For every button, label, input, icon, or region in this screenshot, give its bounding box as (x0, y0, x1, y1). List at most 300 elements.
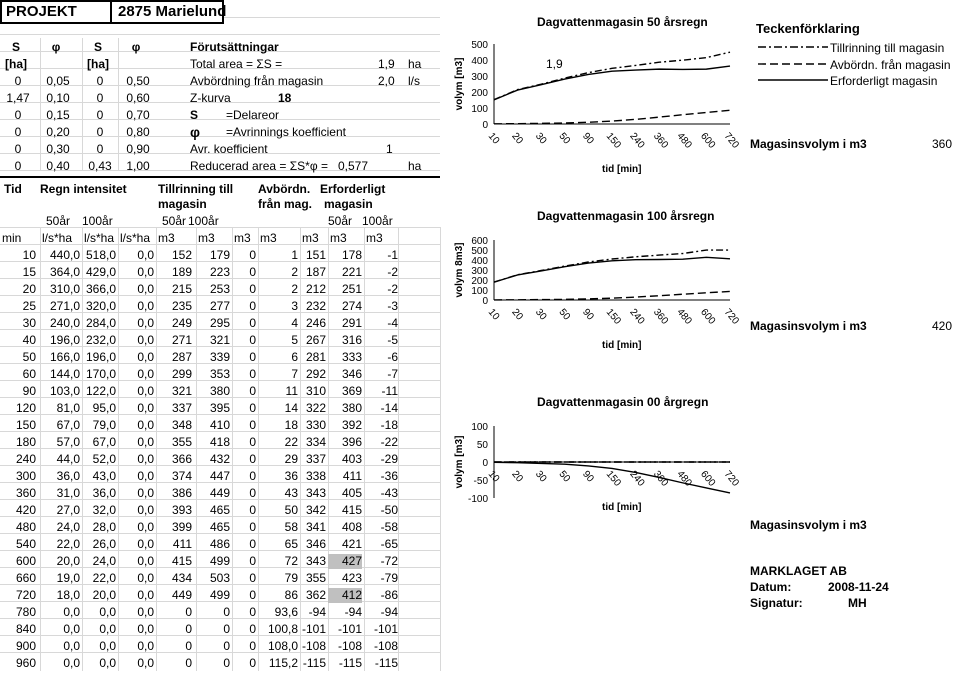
phi-symbol: φ (190, 124, 201, 140)
coef-cell: 0,05 (46, 74, 70, 88)
coef-cell: 0,30 (46, 142, 70, 156)
table-cell: -7 (387, 367, 398, 381)
main-table (0, 176, 440, 673)
table-cell: 0 (249, 469, 256, 483)
table-cell: 0 (249, 333, 256, 347)
table-cell: 0 (249, 265, 256, 279)
table-cell: 465 (209, 520, 230, 534)
grid-line-h (0, 34, 440, 35)
table-cell: 223 (209, 265, 230, 279)
table-cell: 300 (15, 469, 36, 483)
table-cell: 22,0 (56, 537, 80, 551)
coef-cell: 0 (14, 108, 22, 122)
table-cell: 57,0 (56, 435, 80, 449)
signature-value: MH (848, 596, 867, 610)
chart-title: Dagvattenmagasin 50 årsregn (537, 15, 708, 29)
table-cell: 65 (284, 537, 298, 551)
sub-erf-100: 100år (362, 214, 393, 228)
y-tick-label: 0 (482, 458, 488, 469)
table-cell: 0,0 (137, 435, 154, 449)
table-cell: 240 (15, 452, 36, 466)
table-cell: 395 (209, 401, 230, 415)
x-tick-label: 90 (580, 468, 596, 485)
coef-cell: 0,60 (126, 91, 150, 105)
chart-title: Dagvattenmagasin 100 årsregn (537, 209, 715, 223)
phi-description: =Avrinnings koefficient (226, 125, 346, 139)
table-cell: 396 (341, 435, 362, 449)
table-cell: 0 (249, 554, 256, 568)
table-cell: 366,0 (85, 282, 116, 296)
table-cell: 287 (171, 350, 192, 364)
table-cell: 374 (171, 469, 192, 483)
conditions-block: Förutsättningar Total area = ΣS = 1,9 ha Avbördning från magasin l/s Z-kurva 18 S =Delareor φ =Avrinnings koefficient Avr. koefficient 1 Reducerad area = ΣS*φ = 0,577 ha (190, 40, 563, 173)
table-cell: 343 (305, 554, 326, 568)
table-cell: 408 (341, 520, 362, 534)
x-tick-label: 30 (532, 468, 549, 485)
y-axis-label: volym [m3] (454, 435, 465, 489)
y-tick-label: 0 (482, 120, 488, 131)
table-cell: 392 (341, 418, 362, 432)
table-cell: 411 (172, 537, 192, 551)
project-label: PROJEKT (6, 3, 77, 20)
outflow-label: Avbördning från magasin (190, 74, 324, 88)
table-cell: 0 (185, 605, 192, 619)
table-cell: 0 (249, 486, 256, 500)
table-cell: 0 (249, 401, 256, 415)
table-cell: 0,0 (137, 333, 154, 347)
table-cell: 52,0 (92, 452, 116, 466)
coef-cell: 0 (14, 125, 22, 139)
table-cell: 348 (171, 418, 192, 432)
table-cell: 900 (15, 639, 36, 653)
table-cell: 81,0 (56, 401, 80, 415)
coef-cell: 0 (96, 125, 104, 139)
table-cell: -3 (387, 299, 398, 313)
x-tick-label: 50 (556, 306, 573, 323)
coef-cell: 0,50 (126, 74, 150, 88)
table-cell: 31,0 (56, 486, 80, 500)
legend-item-outflow: Avbördn. från magasin (830, 58, 951, 72)
col-header-s1: S (11, 40, 20, 54)
chart-title: Dagvattenmagasin 00 årgregn (537, 395, 709, 409)
table-cell: 295 (209, 316, 230, 330)
table-cell: 0,0 (137, 350, 154, 364)
x-tick-label: 720 (721, 468, 741, 489)
table-cell: 15 (22, 265, 36, 279)
table-cell: 338 (305, 469, 326, 483)
x-tick-label: 30 (532, 306, 549, 323)
unit-cell: l/s*ha (120, 231, 151, 245)
volume-label-50: Magasinsvolym i m3 (750, 137, 867, 151)
table-cell: -18 (380, 418, 398, 432)
table-cell: 346 (305, 537, 326, 551)
y-tick-label: 0 (482, 296, 488, 307)
conditions-title: Förutsättningar (190, 40, 279, 54)
table-cell: 18 (284, 418, 298, 432)
unit-cell: m3 (234, 231, 251, 245)
x-tick-label: 10 (485, 306, 502, 323)
volume-label-0: Magasinsvolym i m3 (750, 518, 867, 532)
table-cell: -101 (337, 622, 362, 636)
y-tick-label: 500 (471, 40, 488, 51)
table-cell: 14 (284, 401, 298, 415)
sub-erf-50: 50år (328, 214, 353, 228)
coef-cell: 0,20 (46, 125, 70, 139)
table-cell: 415 (341, 503, 362, 517)
table-cell: 342 (305, 503, 326, 517)
x-tick-label: 20 (509, 468, 525, 485)
table-cell: 240,0 (49, 316, 80, 330)
table-cell: -101 (301, 622, 326, 636)
table-cell: 86 (284, 588, 298, 602)
table-cell: 415 (171, 554, 192, 568)
table-cell: 0,0 (137, 554, 154, 568)
table-cell: -36 (380, 469, 398, 483)
table-cell: 660 (15, 571, 36, 585)
table-cell: 36 (284, 469, 298, 483)
table-cell: 284,0 (85, 316, 116, 330)
y-axis-label: volym 8m3] (454, 242, 465, 298)
table-cell: 337 (171, 401, 192, 415)
table-cell: 0,0 (137, 656, 154, 670)
project-name: 2875 Marielund (118, 3, 227, 20)
table-cell: 0,0 (137, 418, 154, 432)
x-tick-label: 720 (721, 306, 741, 327)
series-line-solid (494, 66, 730, 100)
table-cell: -108 (337, 639, 362, 653)
table-cell: 79,0 (92, 418, 116, 432)
table-cell: 44,0 (56, 452, 80, 466)
x-tick-label: 50 (556, 130, 573, 147)
table-cell: 0 (249, 503, 256, 517)
table-cell: 32,0 (92, 503, 116, 517)
total-area-value-cell: 1,9 (378, 57, 395, 71)
table-cell: 380 (209, 384, 230, 398)
coef-cell: 1,00 (126, 159, 150, 173)
table-cell: 364,0 (49, 265, 80, 279)
table-cell: 95,0 (92, 401, 116, 415)
table-cell: 403 (341, 452, 362, 466)
table-cell: 780 (15, 605, 36, 619)
legend-title: Teckenförklaring (756, 21, 860, 36)
unit-cell: m3 (302, 231, 319, 245)
table-cell: 11 (285, 384, 298, 398)
table-cell: 310 (305, 384, 326, 398)
col-header-s2: S (93, 40, 102, 54)
y-axis-label: volym [m3] (454, 57, 465, 111)
table-cell: 0,0 (137, 367, 154, 381)
table-cell: 399 (171, 520, 192, 534)
table-cell: 122,0 (85, 384, 116, 398)
table-cell: 0,0 (137, 469, 154, 483)
total-area-unit: ha (408, 57, 422, 71)
unit-cell: l/s*ha (84, 231, 115, 245)
unit-cell: m3 (198, 231, 215, 245)
table-cell: 447 (209, 469, 230, 483)
table-cell: 50 (22, 350, 36, 364)
table-cell: 499 (209, 588, 230, 602)
unit-cell: min (2, 231, 22, 245)
table-cell: 310,0 (49, 282, 80, 296)
table-cell: 0 (249, 299, 256, 313)
table-cell: 0 (249, 520, 256, 534)
table-cell: 499 (209, 554, 230, 568)
table-cell: 346 (341, 367, 362, 381)
table-cell: 79 (284, 571, 298, 585)
table-cell: 251 (341, 282, 362, 296)
y-tick-label: 400 (471, 56, 488, 67)
table-cell: 267 (305, 333, 326, 347)
table-cell: -115 (338, 656, 362, 670)
x-tick-label: 480 (674, 306, 694, 327)
table-cell: 24,0 (56, 520, 80, 534)
table-cell: -101 (373, 622, 398, 636)
table-cell: 166,0 (49, 350, 80, 364)
table-cell: 322 (305, 401, 326, 415)
table-cell: -22 (380, 435, 398, 449)
table-cell: -72 (380, 554, 398, 568)
table-cell: 0,0 (137, 520, 154, 534)
x-tick-label: 90 (580, 306, 596, 323)
table-cell: 189 (171, 265, 192, 279)
table-cell: 10 (22, 248, 36, 262)
x-tick-label: 360 (650, 306, 671, 327)
table-cell: 246 (305, 316, 326, 330)
table-cell: 0,0 (137, 503, 154, 517)
legend-item-inflow: Tillrinning till magasin (830, 41, 945, 55)
date-value: 2008-11-24 (828, 580, 889, 594)
coef-label: Avr. koefficient (190, 142, 268, 156)
table-cell: 321 (209, 333, 230, 347)
table-cell: -65 (380, 537, 398, 551)
table-cell: 2 (291, 282, 298, 296)
table-cell: 24,0 (92, 554, 116, 568)
total-area-label: Total area = ΣS = (190, 57, 283, 71)
x-tick-label: 20 (509, 130, 525, 147)
signature-label: Signatur: (750, 596, 803, 610)
series-line-solid (494, 257, 730, 282)
table-cell: 0 (185, 622, 192, 636)
header-divider (110, 2, 112, 22)
table-cell: 2 (291, 265, 298, 279)
project-header (0, 0, 227, 24)
table-cell: 150 (15, 418, 36, 432)
table-cell: 380 (341, 401, 362, 415)
series-line-dashdot (494, 52, 730, 100)
table-cell: -4 (387, 316, 398, 330)
y-tick-label: 100 (471, 104, 488, 115)
table-cell: 249 (171, 316, 192, 330)
chart-1 (448, 198, 746, 378)
table-cell: 0 (249, 622, 256, 636)
table-cell: 360 (15, 486, 36, 500)
coef-cell: 0,70 (126, 108, 150, 122)
outflow-value: 2,0 (378, 74, 395, 88)
table-cell: 36,0 (56, 469, 80, 483)
table-cell: 0,0 (137, 622, 154, 636)
volume-value-100: 420 (932, 319, 953, 333)
table-cell: -11 (381, 384, 398, 398)
table-cell: 50 (284, 503, 298, 517)
table-cell: -94 (344, 605, 362, 619)
coef-cell: 0,15 (46, 108, 70, 122)
header-regn: Regn intensitet (40, 182, 127, 196)
y-tick-label: 600 (471, 236, 488, 247)
table-cell: 0 (249, 605, 256, 619)
table-cell: 0,0 (99, 656, 116, 670)
table-cell: 420 (15, 503, 36, 517)
header-tid: Tid (4, 182, 22, 196)
x-tick-label: 150 (603, 468, 623, 489)
zcurve-label: Z-kurva (190, 91, 231, 105)
table-cell: 271,0 (49, 299, 80, 313)
x-axis-label: tid [min] (602, 164, 642, 175)
table-cell: -29 (380, 452, 398, 466)
table-cell: 0 (249, 384, 256, 398)
y-tick-label: -50 (473, 476, 488, 487)
table-cell: 93,6 (274, 605, 298, 619)
header-erf-2: magasin (324, 197, 373, 211)
table-cell: 67,0 (56, 418, 80, 432)
table-cell: 0,0 (137, 384, 154, 398)
y-tick-label: 300 (471, 72, 488, 83)
table-cell: 22 (284, 435, 298, 449)
table-cell: 29 (284, 452, 298, 466)
table-cell: 449 (209, 486, 230, 500)
unit-header-s2: [ha] (87, 57, 109, 71)
table-cell: 28,0 (92, 520, 116, 534)
coef-cell: 0,90 (126, 142, 150, 156)
table-cell: 0,0 (137, 282, 154, 296)
table-cell: 0,0 (99, 622, 116, 636)
chart-2 (448, 384, 746, 544)
table-cell: 0 (185, 639, 192, 653)
table-cell: 120 (15, 401, 36, 415)
table-cell: 0 (249, 452, 256, 466)
volume-label-100: Magasinsvolym i m3 (750, 319, 867, 333)
reduced-area-label: Reducerad area = ΣS*φ = (190, 159, 328, 173)
coef-cell: 0,43 (88, 159, 112, 173)
table-cell: 333 (341, 350, 362, 364)
table-cell: -115 (302, 656, 326, 670)
table-cell: 7 (291, 367, 298, 381)
table-cell: 355 (305, 571, 326, 585)
table-cell: 115,2 (268, 656, 298, 670)
table-cell: 316 (341, 333, 362, 347)
table-cell: 0 (249, 282, 256, 296)
header-erf-1: Erforderligt (320, 182, 386, 196)
table-cell: 0 (223, 605, 230, 619)
table-cell: 221 (341, 265, 362, 279)
x-tick-label: 360 (650, 130, 671, 151)
coef-cell: 0 (14, 159, 22, 173)
x-tick-label: 10 (485, 468, 502, 485)
table-cell: 540 (15, 537, 36, 551)
table-cell: 0,0 (137, 316, 154, 330)
chart-0 (448, 0, 746, 176)
table-cell: 0 (249, 571, 256, 585)
table-cell: 100,8 (267, 622, 298, 636)
table-cell: 0 (249, 537, 256, 551)
table-cell: -6 (387, 350, 398, 364)
table-cell: 19,0 (56, 571, 80, 585)
x-tick-label: 240 (627, 306, 647, 327)
table-cell: 421 (341, 537, 362, 551)
table-cell: 40 (22, 333, 36, 347)
sub-tillr-50: 50år (162, 214, 187, 228)
table-cell: 393 (171, 503, 192, 517)
table-cell: 0 (249, 639, 256, 653)
table-cell: 427 (328, 554, 362, 569)
coef-cell: 0 (96, 74, 104, 88)
coef-cell: 0 (14, 74, 22, 88)
table-cell: 411 (342, 469, 362, 483)
x-tick-label: 240 (627, 468, 647, 489)
table-cell: 429,0 (85, 265, 116, 279)
series-line-dashed (494, 110, 730, 124)
table-cell: 405 (341, 486, 362, 500)
table-cell: 232 (305, 299, 326, 313)
table-cell: 353 (209, 367, 230, 381)
table-cell: 151 (305, 248, 326, 262)
table-cell: 274 (341, 299, 362, 313)
table-cell: -115 (374, 656, 398, 670)
table-cell: 369 (341, 384, 362, 398)
table-cell: -86 (380, 588, 398, 602)
s-symbol: S (190, 108, 199, 122)
y-tick-label: 300 (471, 266, 488, 277)
table-cell: 0 (249, 367, 256, 381)
table-cell: 178 (341, 248, 362, 262)
series-line-dashed (494, 291, 730, 300)
table-cell: 0 (249, 350, 256, 364)
table-cell: 412 (328, 588, 362, 603)
y-tick-label: 400 (471, 256, 488, 267)
coef-cell: 0 (96, 142, 104, 156)
table-cell: 320,0 (85, 299, 116, 313)
unit-cell: m3 (158, 231, 175, 245)
table-cell: 518,0 (85, 248, 116, 262)
table-cell: 26,0 (92, 537, 116, 551)
y-tick-label: -100 (467, 494, 488, 505)
table-cell: 0 (185, 656, 192, 670)
table-cell: -1 (387, 248, 398, 262)
table-cell: 0,0 (99, 639, 116, 653)
table-cell: 330 (305, 418, 326, 432)
sub-tillr-100: 100år (188, 214, 219, 228)
sub-regn-100: 100år (82, 214, 113, 228)
table-cell: 36,0 (92, 486, 116, 500)
table-cell: -2 (387, 282, 398, 296)
table-cell: 0 (249, 418, 256, 432)
table-cell: 0,0 (137, 588, 154, 602)
table-cell: 0,0 (137, 486, 154, 500)
table-cell: 343 (305, 486, 326, 500)
y-tick-label: 500 (471, 246, 488, 257)
table-cell: 187 (305, 265, 326, 279)
x-tick-label: 480 (674, 468, 694, 489)
table-cell: 235 (171, 299, 192, 313)
table-cell: -2 (387, 265, 398, 279)
table-cell: 43,0 (92, 469, 116, 483)
table-cell: -79 (380, 571, 398, 585)
table-cell: 292 (305, 367, 326, 381)
header-avb-1: Avbördn. (258, 182, 311, 196)
table-cell: 410 (209, 418, 230, 432)
header-avb-2: från mag. (258, 197, 313, 211)
table-cell: -50 (380, 503, 398, 517)
table-cell: 20,0 (56, 554, 80, 568)
